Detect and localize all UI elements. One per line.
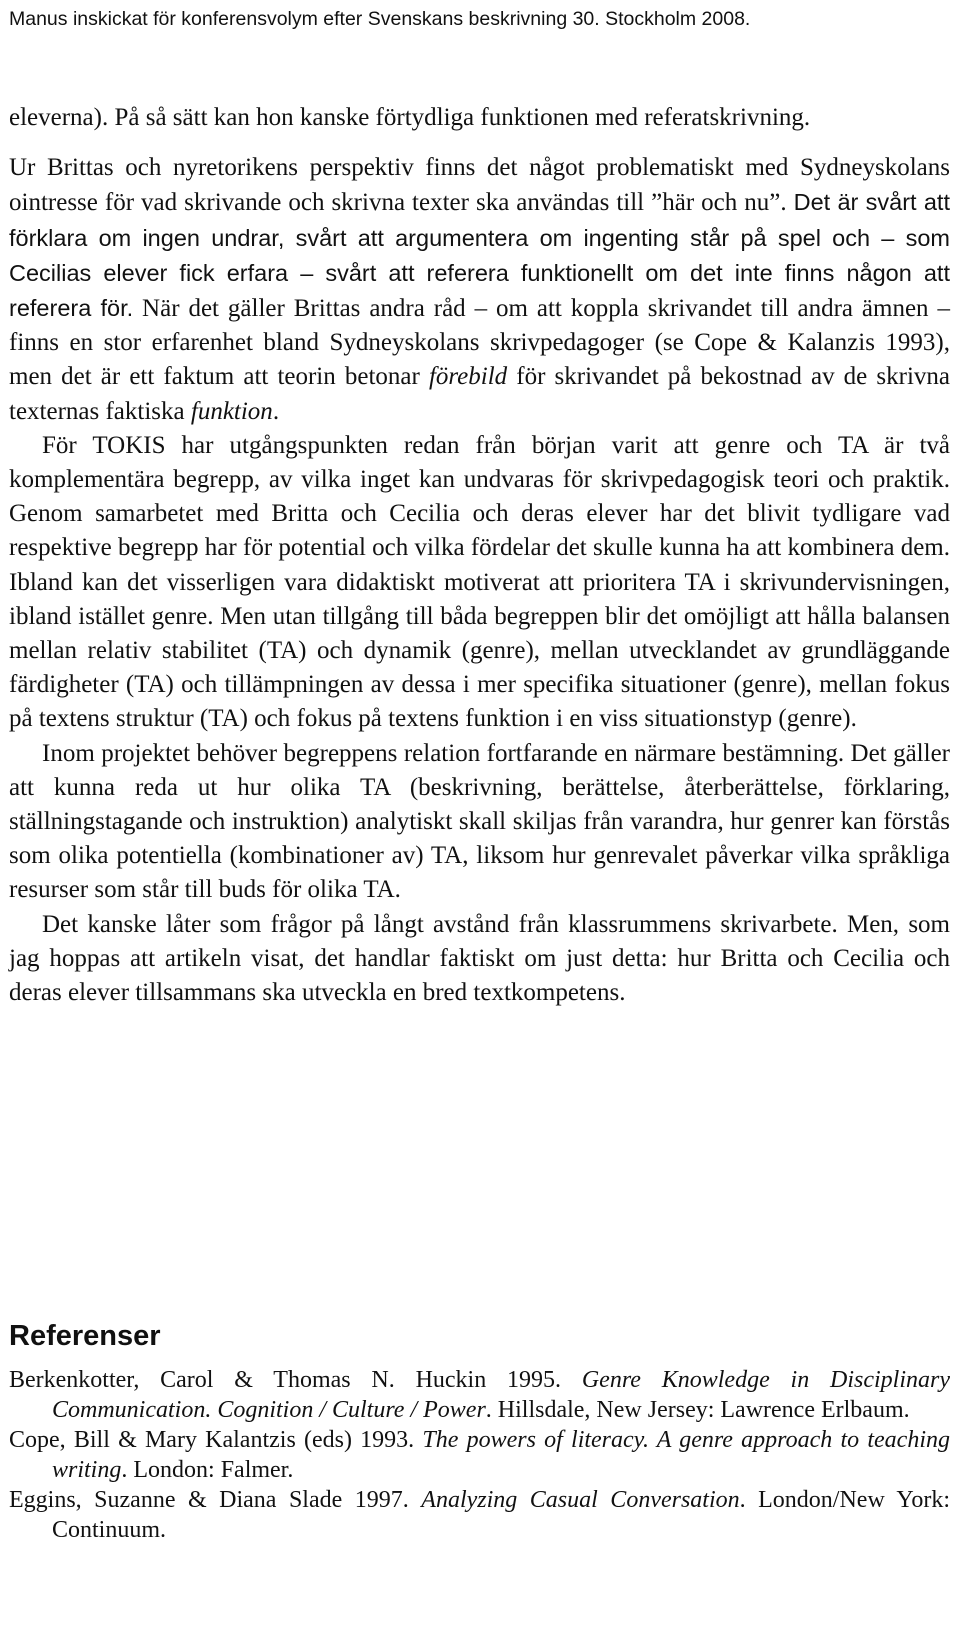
paragraph-tokis: För TOKIS har utgångspunkten redan från början varit att genre och TA är två komplementära begrepp, av vilka inget kan undvaras för skrivpedagogisk teori och praktik. Genom samarbetet med Britta och Cecilia och deras elever har det blivit tydligare vad respektive begrepp har för potential och vilka fördelar det skulle kunna ha att kombinera dem. Ibland kan det visserligen vara didaktiskt motiverat att prioritera TA i skrivundervisningen, ibland istället genre. Men utan tillgång till båda begreppen blir det omöjligt att hålla balansen mellan relativ stabilitet (TA) och dynamik (genre), mellan utvecklandet av grundläggande färdigheter (TA) och tillämpningen av dessa i mer specifika situationer (genre), mellan fokus på textens struktur (TA) och fokus på textens funktion i en viss situationstyp (genre). xyxy=(9,431,950,733)
paragraph-brittas-perspective xyxy=(9,151,950,429)
paragraph-text-segment: Ur Brittas och nyretorikens perspektiv finns det något problematiskt med Sydneyskolans ointresse för vad skrivande och skrivna texter ska användas till ”här och nu”. xyxy=(9,154,950,217)
reference-authors: Berkenkotter, Carol & Thomas N. Huckin 1995. xyxy=(9,1367,582,1393)
reference-publisher: . London/New York: Continuum. xyxy=(52,1487,950,1543)
reference-authors: Eggins, Suzanne & Diana Slade 1997. xyxy=(9,1487,422,1513)
body-text xyxy=(9,101,950,1010)
references-list xyxy=(9,1366,950,1545)
reference-title: The powers of literacy. A genre approach to teaching writing xyxy=(52,1427,950,1483)
paragraph-text-segment: När det gäller Brittas andra råd – om att koppla skrivandet till andra ämnen – finns en stor erfarenhet bland Sydneyskolans skrivpedagoger (se Cope & Kalanzis 1993), men det är ett faktum att teorin betonar xyxy=(9,295,950,391)
reference-publisher: . London: Falmer. xyxy=(121,1456,294,1483)
paragraph-text-segment: för skrivandet på bekostnad av de skrivna texternas faktiska xyxy=(9,363,950,425)
paragraph-projektet: Inom projektet behöver begreppens relation fortfarande en närmare bestämning. Det gäller att kunna reda ut hur olika TA (beskrivning, berättelse, återberättelse, förklaring, ställningstagande och instruktion) analytiskt skall skiljas från varandra, hur genrer kan förstås som olika potentiella (kombinationer av) TA, liksom hur genrevalet påverkar vilka språkliga resurser som står till buds för olika TA. xyxy=(9,739,950,904)
reference-item xyxy=(9,1426,950,1485)
italic-term-funktion: funktion xyxy=(190,397,273,425)
paragraph-text-segment: . xyxy=(272,397,280,425)
running-header: Manus inskickat för konferensvolym efter Svenskans beskrivning 30. Stockholm 2008. xyxy=(9,8,751,30)
references-heading: Referenser xyxy=(9,1320,161,1352)
paragraph-text-segment-sans: Det är svårt att förklara om ingen undrar, svårt att argumentera om ingenting står på spel och – som Cecilias elever fick erfara – svårt att referera funktionellt om det inte finns någon att referera för. xyxy=(9,189,950,322)
reference-authors: Cope, Bill & Mary Kalantzis (eds) 1993. xyxy=(9,1427,423,1453)
paragraph-conclusion: Det kanske låter som frågor på långt avstånd från klassrummens skrivarbete. Men, som jag hoppas att artikeln visat, det handlar faktiskt om just detta: hur Britta och Cecilia och deras elever tillsammans ska utveckla en bred textkompetens. xyxy=(9,910,950,1007)
reference-publisher: . Hillsdale, New Jersey: Lawrence Erlbaum. xyxy=(485,1396,910,1423)
reference-title: Analyzing Casual Conversation xyxy=(421,1487,740,1513)
reference-item xyxy=(9,1366,950,1425)
reference-item xyxy=(9,1486,950,1545)
reference-title: Genre Knowledge in Disciplinary Communication. Cognition / Culture / Power xyxy=(52,1367,950,1423)
italic-term-forebild: förebild xyxy=(428,363,508,391)
paragraph-continuation: eleverna). På så sätt kan hon kanske förtydliga funktionen med referatskrivning. xyxy=(9,104,811,131)
